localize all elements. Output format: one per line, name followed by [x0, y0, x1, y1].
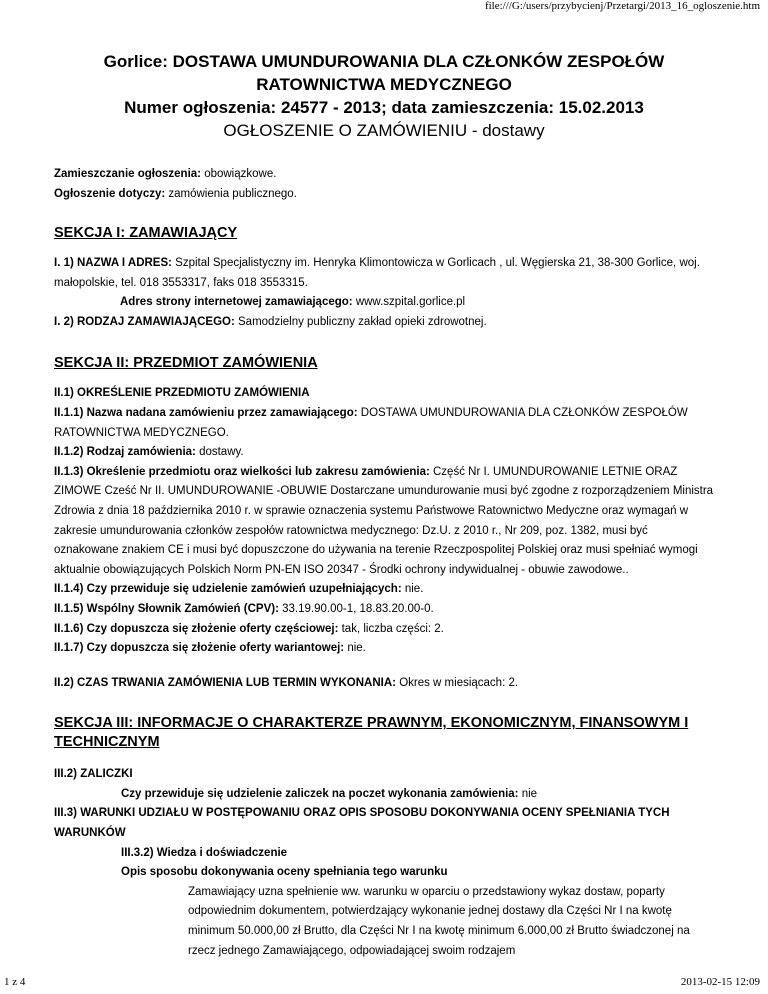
field-value: Okres w miesiącach: 2. [396, 676, 519, 689]
field-value: Samodzielny publiczny zakład opieki zdrowotnej. [234, 315, 487, 328]
field-value: 33.19.90.00-1, 18.83.20.00-0. [278, 602, 434, 615]
page-number: 1 z 4 [4, 976, 26, 988]
field-label: II.1.6) Czy dopuszcza się złożenie oferty częściowej: [54, 622, 339, 635]
field-value: tak, liczba części: 2. [338, 622, 444, 635]
section-3-body [54, 765, 714, 961]
section-1-body [54, 254, 714, 332]
website-value: www.szpital.gorlice.pl [352, 296, 466, 309]
field-label: II.1.5) Wspólny Słownik Zamówień (CPV): [54, 602, 279, 615]
field-label: Czy przewiduje się udzielenie zaliczek na poczet wykonania zamówienia: [121, 787, 519, 800]
meta-label: Zamieszczanie ogłoszenia: [54, 168, 201, 180]
paragraph: Zamawiający uzna spełnienie ww. warunku w oparciu o przedstawiony wykaz dostaw, poparty odpowiednim dokumentem, potwierdzający wykonanie jednej dostawy dla Części Nr I na kwotę minimum 50.000,00 zł Brutto, dla Części Nr I na kwotę minimum 6.000,00 zł Brutto świadczonej na rzecz jednego Zamawiającego, odpowiadającej swoim rodzajem [188, 885, 690, 957]
field-label: II.1.4) Czy przewiduje się udzielenie zamówień uzupełniających: [54, 583, 402, 596]
field-label: II.1.2) Rodzaj zamówienia: [54, 446, 196, 459]
field-label: I. 2) RODZAJ ZAMAWIAJĄCEGO: [54, 315, 235, 328]
subsection-heading: III.3.2) Wiedza i doświadczenie [121, 846, 288, 859]
print-timestamp: 2013-02-15 12:09 [680, 976, 760, 988]
field-label: Adres strony internetowej zamawiającego: [120, 296, 353, 309]
field-value: DOSTAWA UMUNDUROWANIA DLA CZŁONKÓW ZESPOŁÓW RATOWNICTWA MEDYCZNEGO. [54, 406, 688, 439]
subsection-heading: III.2) ZALICZKI [54, 768, 133, 781]
doc-title-line2: RATOWNICTWA MEDYCZNEGO [256, 75, 512, 94]
field-label: II.2) CZAS TRWANIA ZAMÓWIENIA LUB TERMIN WYKONANIA: [54, 676, 396, 689]
field-value: dostawy. [195, 446, 244, 459]
field-value: nie. [401, 583, 424, 596]
subsection-heading: II.1) OKREŚLENIE PRZEDMIOTU ZAMÓWIENIA [54, 387, 310, 400]
section-2-body [54, 384, 714, 693]
doc-title-line1: Gorlice: DOSTAWA UMUNDUROWANIA DLA CZŁONKÓW ZESPOŁÓW [103, 52, 665, 71]
field-label: I. 1) NAZWA I ADRES: [54, 257, 172, 269]
meta-block [54, 164, 714, 204]
meta-value: zamówienia publicznego. [165, 188, 297, 200]
meta-value: obowiązkowe. [201, 168, 277, 180]
browser-url: file:///G:/users/przybycienj/Przetargi/2013_16_ogloszenie.htm [484, 0, 760, 12]
field-value: Część Nr I. UMUNDUROWANIE LETNIE ORAZ ZIMOWE Cześć Nr II. UMUNDUROWANIE -OBUWIE Dostarczane umundurowanie musi być zgodne z rozporządzeniem Ministra Zdrowia z dnia 18 października 2010 r. w sprawie oznaczenia systemu Państwowe Ratownictwo Medyczne oraz wymagań w zakresie umundurowania członków zespołów ratownictwa medycznego: Dz.U. z 2010 r., Nr 209, poz. 1382, musi być oznakowane znakiem CE i musi być dopuszczone do używania na terenie Rzeczpospolitej Polskiej oraz musi spełniać wymogi aktualnie obowiązujących Polskich Norm PN-EN ISO 20347 - Środki ochrony indywidualnej - obuwie zawodowe.. [54, 465, 714, 576]
section-heading: SEKCJA III: INFORMACJE O CHARAKTERZE PRAWNYM, EKONOMICZNYM, FINANSOWYM I TECHNICZNYM [54, 715, 689, 751]
doc-subtitle: OGŁOSZENIE O ZAMÓWIENIU - dostawy [223, 121, 545, 140]
field-label: II.1.3) Określenie przedmiotu oraz wielkości lub zakresu zamówienia: [54, 465, 430, 478]
subsection-heading: Opis sposobu dokonywania oceny spełniania tego warunku [121, 866, 448, 879]
subsection-heading: III.3) WARUNKI UDZIAŁU W POSTĘPOWANIU ORAZ OPIS SPOSOBU DOKONYWANIA OCENY SPEŁNIANIA TYCH WARUNKÓW [54, 807, 670, 840]
field-label: II.1.1) Nazwa nadana zamówieniu przez zamawiającego: [54, 406, 358, 419]
field-value: nie [518, 787, 538, 800]
section-heading: SEKCJA I: ZAMAWIAJĄCY [54, 225, 238, 241]
field-value: nie. [344, 642, 366, 655]
meta-label: Ogłoszenie dotyczy: [54, 188, 166, 200]
field-label: II.1.7) Czy dopuszcza się złożenie oferty wariantowej: [54, 642, 345, 655]
field-value: Szpital Specjalistyczny im. Henryka Klimontowicza w Gorlicach , ul. Węgierska 21, 38-300 Gorlice, woj. małopolskie, tel. 018 3553317, faks 018 3553315. [54, 257, 700, 289]
section-heading: SEKCJA II: PRZEDMIOT ZAMÓWIENIA [54, 355, 318, 372]
doc-title-line3: Numer ogłoszenia: 24577 - 2013; data zamieszczenia: 15.02.2013 [124, 98, 644, 117]
document-body [54, 50, 714, 961]
